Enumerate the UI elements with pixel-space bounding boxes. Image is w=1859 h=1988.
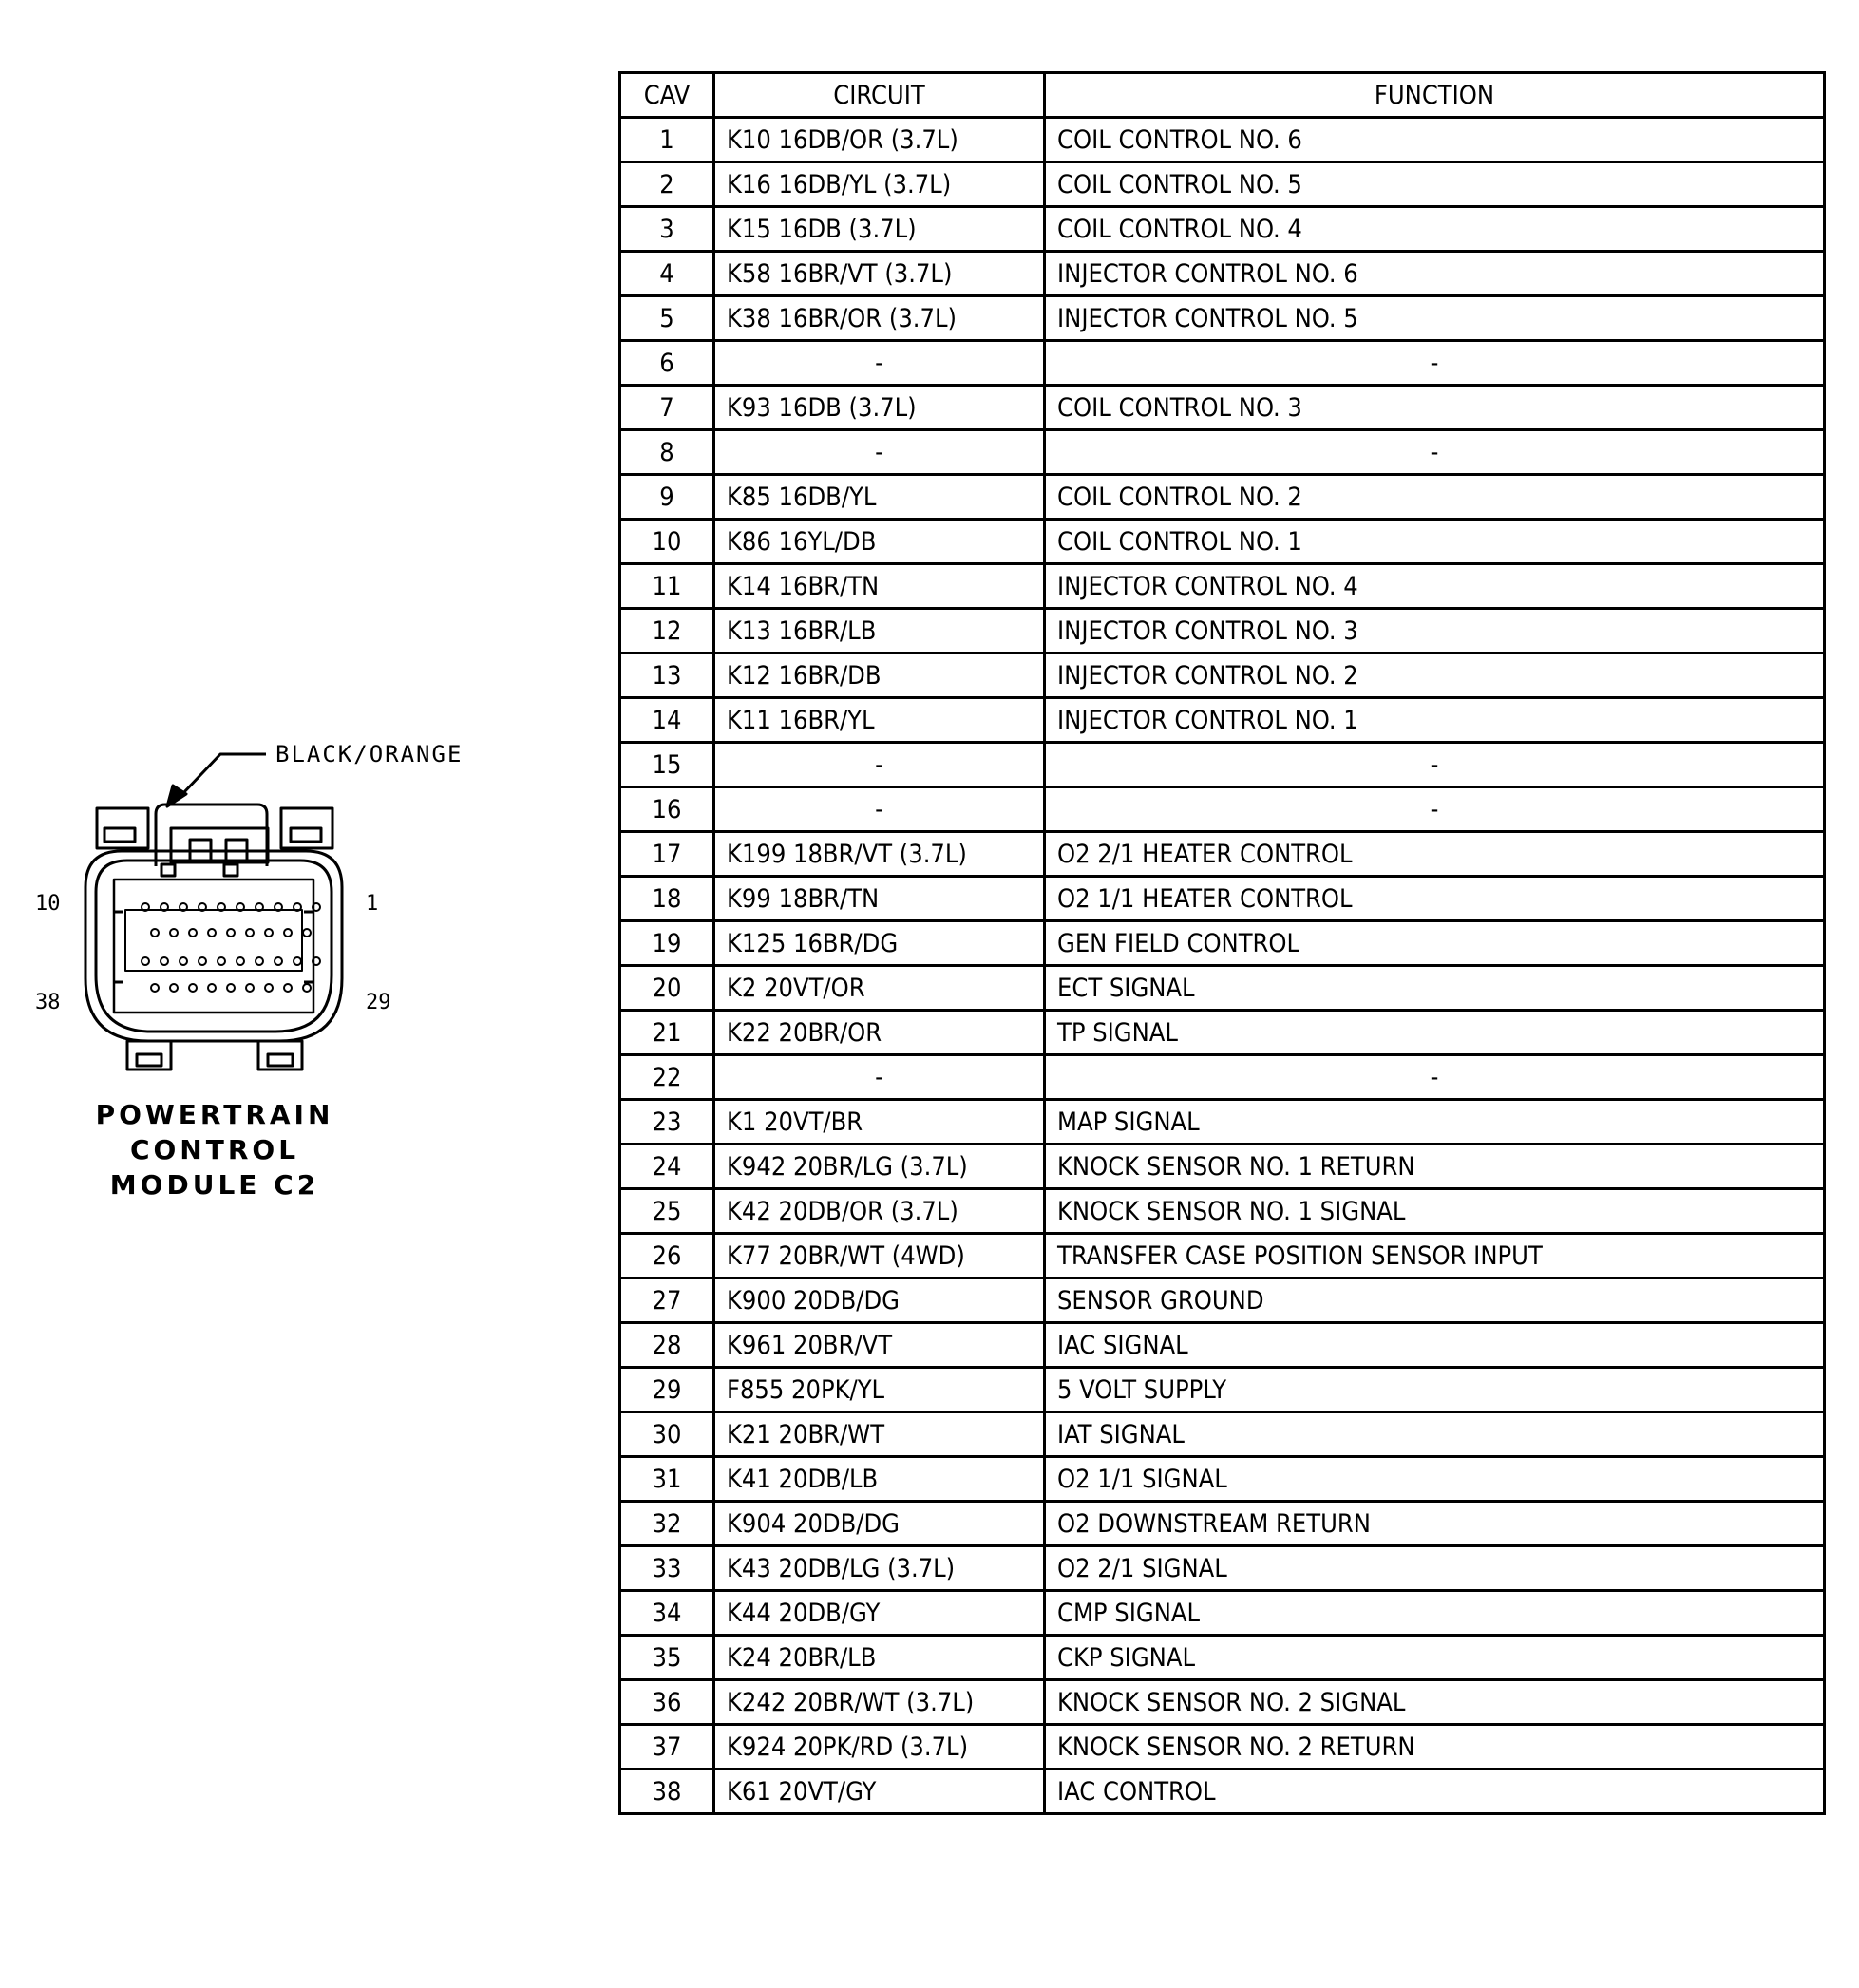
table-row bbox=[620, 520, 1825, 564]
pin-label-38: 38 bbox=[35, 991, 61, 1014]
cav-cell: 1 bbox=[620, 118, 714, 162]
cavity-pin bbox=[265, 984, 273, 992]
table-row bbox=[620, 564, 1825, 609]
table-row bbox=[620, 475, 1825, 520]
cavity-pin bbox=[189, 984, 197, 992]
table-row bbox=[620, 162, 1825, 207]
circuit-cell: - bbox=[714, 787, 1045, 832]
cavity-pin-grid bbox=[142, 903, 320, 992]
table-row bbox=[620, 1457, 1825, 1502]
function-cell: O2 1/1 SIGNAL bbox=[1045, 1457, 1825, 1502]
table-row bbox=[620, 787, 1825, 832]
function-cell: MAP SIGNAL bbox=[1045, 1100, 1825, 1145]
circuit-cell: K125 16BR/DG bbox=[714, 921, 1045, 966]
circuit-cell: K86 16YL/DB bbox=[714, 520, 1045, 564]
cav-cell: 16 bbox=[620, 787, 714, 832]
function-cell: O2 2/1 SIGNAL bbox=[1045, 1546, 1825, 1591]
circuit-cell: K904 20DB/DG bbox=[714, 1502, 1045, 1546]
table-row bbox=[620, 1100, 1825, 1145]
circuit-cell: K942 20BR/LG (3.7L) bbox=[714, 1145, 1045, 1189]
cav-cell: 4 bbox=[620, 252, 714, 296]
function-cell: GEN FIELD CONTROL bbox=[1045, 921, 1825, 966]
circuit-cell: K11 16BR/YL bbox=[714, 698, 1045, 743]
connector-title-line-2: CONTROL bbox=[129, 1134, 300, 1165]
cavity-pin bbox=[246, 929, 254, 937]
table-row bbox=[620, 1502, 1825, 1546]
cav-cell: 20 bbox=[620, 966, 714, 1011]
cavity-pin bbox=[180, 957, 187, 965]
table-row bbox=[620, 118, 1825, 162]
function-cell: SENSOR GROUND bbox=[1045, 1278, 1825, 1323]
cavity-pin bbox=[208, 984, 216, 992]
cav-cell: 19 bbox=[620, 921, 714, 966]
table-row bbox=[620, 296, 1825, 341]
cav-cell: 23 bbox=[620, 1100, 714, 1145]
cavity-pin bbox=[161, 957, 168, 965]
cavity-pin bbox=[256, 957, 263, 965]
pinout-table bbox=[618, 71, 1826, 1815]
table-row bbox=[620, 1412, 1825, 1457]
function-cell: KNOCK SENSOR NO. 1 SIGNAL bbox=[1045, 1189, 1825, 1234]
function-cell: O2 2/1 HEATER CONTROL bbox=[1045, 832, 1825, 877]
function-cell: CKP SIGNAL bbox=[1045, 1636, 1825, 1680]
table-row bbox=[620, 1278, 1825, 1323]
pin-label-29: 29 bbox=[366, 991, 391, 1014]
circuit-cell: K15 16DB (3.7L) bbox=[714, 207, 1045, 252]
table-header-row bbox=[620, 73, 1825, 118]
cavity-pin bbox=[246, 984, 254, 992]
cav-cell: 26 bbox=[620, 1234, 714, 1278]
circuit-cell: K41 20DB/LB bbox=[714, 1457, 1045, 1502]
cav-cell: 9 bbox=[620, 475, 714, 520]
cav-cell: 37 bbox=[620, 1725, 714, 1770]
cav-cell: 27 bbox=[620, 1278, 714, 1323]
function-cell: COIL CONTROL NO. 3 bbox=[1045, 386, 1825, 430]
table-row bbox=[620, 832, 1825, 877]
circuit-cell: - bbox=[714, 341, 1045, 386]
function-cell: INJECTOR CONTROL NO. 5 bbox=[1045, 296, 1825, 341]
circuit-cell: K13 16BR/LB bbox=[714, 609, 1045, 653]
circuit-cell: K21 20BR/WT bbox=[714, 1412, 1045, 1457]
table-row bbox=[620, 1368, 1825, 1412]
function-cell: 5 VOLT SUPPLY bbox=[1045, 1368, 1825, 1412]
circuit-cell: K10 16DB/OR (3.7L) bbox=[714, 118, 1045, 162]
function-cell: KNOCK SENSOR NO. 2 RETURN bbox=[1045, 1725, 1825, 1770]
circuit-cell: K61 20VT/GY bbox=[714, 1770, 1045, 1814]
cav-cell: 2 bbox=[620, 162, 714, 207]
table-row bbox=[620, 1680, 1825, 1725]
table-row bbox=[620, 743, 1825, 787]
circuit-cell: K42 20DB/OR (3.7L) bbox=[714, 1189, 1045, 1234]
cav-cell: 34 bbox=[620, 1591, 714, 1636]
cavity-pin bbox=[151, 984, 159, 992]
header-circuit: CIRCUIT bbox=[714, 73, 1045, 118]
table-row bbox=[620, 653, 1825, 698]
function-cell: COIL CONTROL NO. 5 bbox=[1045, 162, 1825, 207]
function-cell: INJECTOR CONTROL NO. 6 bbox=[1045, 252, 1825, 296]
cav-cell: 21 bbox=[620, 1011, 714, 1055]
cav-cell: 33 bbox=[620, 1546, 714, 1591]
cav-cell: 28 bbox=[620, 1323, 714, 1368]
function-cell: COIL CONTROL NO. 1 bbox=[1045, 520, 1825, 564]
circuit-cell: K961 20BR/VT bbox=[714, 1323, 1045, 1368]
cav-cell: 25 bbox=[620, 1189, 714, 1234]
table-row bbox=[620, 1546, 1825, 1591]
header-cav: CAV bbox=[620, 73, 714, 118]
circuit-cell: K924 20PK/RD (3.7L) bbox=[714, 1725, 1045, 1770]
cavity-pin bbox=[199, 957, 206, 965]
circuit-cell: K1 20VT/BR bbox=[714, 1100, 1045, 1145]
table-row bbox=[620, 1591, 1825, 1636]
cavity-pin bbox=[275, 957, 282, 965]
connector-title-line-1: POWERTRAIN bbox=[95, 1099, 334, 1130]
connector-feet bbox=[127, 1041, 302, 1070]
function-cell: - bbox=[1045, 430, 1825, 475]
function-cell: COIL CONTROL NO. 2 bbox=[1045, 475, 1825, 520]
circuit-cell: - bbox=[714, 743, 1045, 787]
cavity-pin bbox=[303, 929, 311, 937]
function-cell: IAC CONTROL bbox=[1045, 1770, 1825, 1814]
locking-tab-left bbox=[97, 808, 148, 848]
cavity-pin bbox=[294, 957, 301, 965]
cavity-pin bbox=[170, 929, 178, 937]
circuit-cell: K58 16BR/VT (3.7L) bbox=[714, 252, 1045, 296]
table-row bbox=[620, 1323, 1825, 1368]
circuit-cell: K199 18BR/VT (3.7L) bbox=[714, 832, 1045, 877]
function-cell: KNOCK SENSOR NO. 2 SIGNAL bbox=[1045, 1680, 1825, 1725]
circuit-cell: K24 20BR/LB bbox=[714, 1636, 1045, 1680]
cav-cell: 32 bbox=[620, 1502, 714, 1546]
cav-cell: 10 bbox=[620, 520, 714, 564]
cavity-pin bbox=[208, 929, 216, 937]
circuit-cell: K242 20BR/WT (3.7L) bbox=[714, 1680, 1045, 1725]
table-row bbox=[620, 877, 1825, 921]
pin-label-1: 1 bbox=[366, 892, 379, 916]
function-cell: CMP SIGNAL bbox=[1045, 1591, 1825, 1636]
table-row bbox=[620, 386, 1825, 430]
table-row bbox=[620, 252, 1825, 296]
table-row bbox=[620, 341, 1825, 386]
cav-cell: 14 bbox=[620, 698, 714, 743]
function-cell: KNOCK SENSOR NO. 1 RETURN bbox=[1045, 1145, 1825, 1189]
pin-label-10: 10 bbox=[35, 892, 61, 916]
function-cell: INJECTOR CONTROL NO. 1 bbox=[1045, 698, 1825, 743]
cav-cell: 29 bbox=[620, 1368, 714, 1412]
table-row bbox=[620, 1770, 1825, 1814]
cav-cell: 7 bbox=[620, 386, 714, 430]
cavity-pin bbox=[227, 929, 235, 937]
cav-cell: 38 bbox=[620, 1770, 714, 1814]
function-cell: TRANSFER CASE POSITION SENSOR INPUT bbox=[1045, 1234, 1825, 1278]
circuit-cell: K14 16BR/TN bbox=[714, 564, 1045, 609]
table-row bbox=[620, 1055, 1825, 1100]
function-cell: IAT SIGNAL bbox=[1045, 1412, 1825, 1457]
cav-cell: 35 bbox=[620, 1636, 714, 1680]
cav-cell: 8 bbox=[620, 430, 714, 475]
function-cell: INJECTOR CONTROL NO. 2 bbox=[1045, 653, 1825, 698]
cav-cell: 17 bbox=[620, 832, 714, 877]
cavity-pin bbox=[218, 957, 225, 965]
circuit-cell: K99 18BR/TN bbox=[714, 877, 1045, 921]
cavity-pin bbox=[189, 929, 197, 937]
connector-title-line-3: MODULE C2 bbox=[109, 1169, 320, 1201]
circuit-cell: K77 20BR/WT (4WD) bbox=[714, 1234, 1045, 1278]
function-cell: COIL CONTROL NO. 6 bbox=[1045, 118, 1825, 162]
callout-leader bbox=[167, 754, 266, 806]
table-row bbox=[620, 1145, 1825, 1189]
circuit-cell: F855 20PK/YL bbox=[714, 1368, 1045, 1412]
circuit-cell: K16 16DB/YL (3.7L) bbox=[714, 162, 1045, 207]
cav-cell: 18 bbox=[620, 877, 714, 921]
function-cell: INJECTOR CONTROL NO. 3 bbox=[1045, 609, 1825, 653]
table-row bbox=[620, 698, 1825, 743]
function-cell: INJECTOR CONTROL NO. 4 bbox=[1045, 564, 1825, 609]
function-cell: - bbox=[1045, 1055, 1825, 1100]
circuit-cell: - bbox=[714, 430, 1045, 475]
cav-cell: 30 bbox=[620, 1412, 714, 1457]
cav-cell: 31 bbox=[620, 1457, 714, 1502]
table-row bbox=[620, 966, 1825, 1011]
cav-cell: 15 bbox=[620, 743, 714, 787]
color-label: BLACK/ORANGE bbox=[275, 741, 464, 767]
table-row bbox=[620, 1189, 1825, 1234]
connector-shell bbox=[85, 851, 342, 1041]
table-row bbox=[620, 430, 1825, 475]
cavity-pin bbox=[142, 957, 149, 965]
circuit-cell: - bbox=[714, 1055, 1045, 1100]
cav-cell: 36 bbox=[620, 1680, 714, 1725]
cav-cell: 3 bbox=[620, 207, 714, 252]
table-row bbox=[620, 207, 1825, 252]
function-cell: O2 DOWNSTREAM RETURN bbox=[1045, 1502, 1825, 1546]
table-row bbox=[620, 1725, 1825, 1770]
circuit-cell: K93 16DB (3.7L) bbox=[714, 386, 1045, 430]
table-row bbox=[620, 1636, 1825, 1680]
cavity-pin bbox=[170, 984, 178, 992]
cavity-pin bbox=[151, 929, 159, 937]
function-cell: - bbox=[1045, 787, 1825, 832]
cavity-pin bbox=[284, 929, 292, 937]
function-cell: IAC SIGNAL bbox=[1045, 1323, 1825, 1368]
function-cell: O2 1/1 HEATER CONTROL bbox=[1045, 877, 1825, 921]
cav-cell: 13 bbox=[620, 653, 714, 698]
circuit-cell: K44 20DB/GY bbox=[714, 1591, 1045, 1636]
circuit-cell: K43 20DB/LG (3.7L) bbox=[714, 1546, 1045, 1591]
cavity-pin bbox=[284, 984, 292, 992]
header-function: FUNCTION bbox=[1045, 73, 1825, 118]
circuit-cell: K2 20VT/OR bbox=[714, 966, 1045, 1011]
circuit-cell: K22 20BR/OR bbox=[714, 1011, 1045, 1055]
cav-cell: 6 bbox=[620, 341, 714, 386]
circuit-cell: K38 16BR/OR (3.7L) bbox=[714, 296, 1045, 341]
cav-cell: 22 bbox=[620, 1055, 714, 1100]
cav-cell: 5 bbox=[620, 296, 714, 341]
function-cell: TP SIGNAL bbox=[1045, 1011, 1825, 1055]
cavity-pin bbox=[265, 929, 273, 937]
circuit-cell: K12 16BR/DB bbox=[714, 653, 1045, 698]
cav-cell: 12 bbox=[620, 609, 714, 653]
table-row bbox=[620, 609, 1825, 653]
function-cell: ECT SIGNAL bbox=[1045, 966, 1825, 1011]
cavity-pin bbox=[237, 957, 244, 965]
function-cell: - bbox=[1045, 341, 1825, 386]
cavity-pin bbox=[303, 984, 311, 992]
circuit-cell: K900 20DB/DG bbox=[714, 1278, 1045, 1323]
cavity-pin bbox=[227, 984, 235, 992]
table-row bbox=[620, 1011, 1825, 1055]
locking-tab-right bbox=[281, 808, 332, 848]
table-row bbox=[620, 921, 1825, 966]
cav-cell: 24 bbox=[620, 1145, 714, 1189]
table-row bbox=[620, 1234, 1825, 1278]
function-cell: - bbox=[1045, 743, 1825, 787]
function-cell: COIL CONTROL NO. 4 bbox=[1045, 207, 1825, 252]
cav-cell: 11 bbox=[620, 564, 714, 609]
latch bbox=[156, 805, 268, 876]
circuit-cell: K85 16DB/YL bbox=[714, 475, 1045, 520]
